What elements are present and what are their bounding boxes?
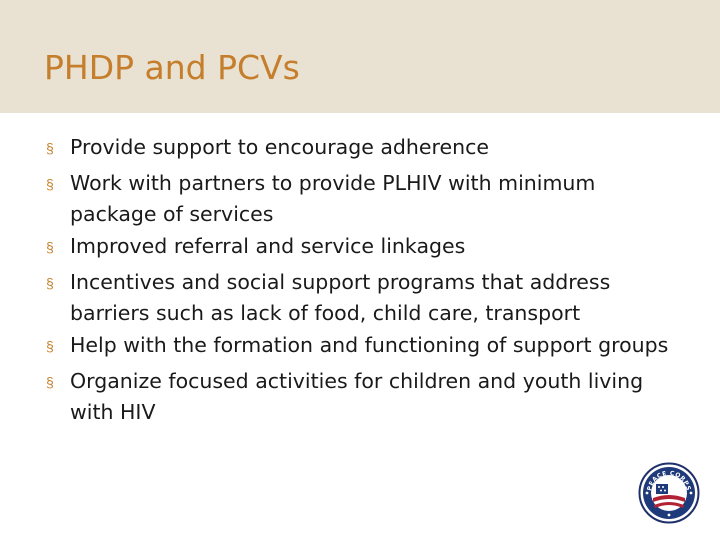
bullet-item xyxy=(46,364,686,427)
bullet-text: Provide support to encourage adherence xyxy=(70,135,489,159)
bullet-text: Incentives and social support programs that address barriers such as lack of food, child care, transport xyxy=(70,270,611,325)
bullet-item xyxy=(46,265,686,328)
bullet-marker-icon: § xyxy=(46,239,54,255)
bullet-text: Improved referral and service linkages xyxy=(70,234,466,258)
bullet-text: Help with the formation and functioning of support groups xyxy=(70,333,669,357)
bullet-text: Organize focused activities for children and youth living with HIV xyxy=(70,369,644,424)
bullet-marker-icon: § xyxy=(46,338,54,354)
bullet-marker-icon: § xyxy=(46,275,54,291)
slide-title: PHDP and PCVs xyxy=(44,48,300,87)
bullet-marker-icon: § xyxy=(46,140,54,156)
bullet-list xyxy=(46,130,686,427)
bullet-item xyxy=(46,229,686,265)
bullet-item xyxy=(46,166,686,229)
seal-text: PEACE CORPS xyxy=(646,469,692,492)
bullet-text: Work with partners to provide PLHIV with minimum package of services xyxy=(70,171,596,226)
peace-corps-seal-icon xyxy=(638,462,700,524)
bullet-item xyxy=(46,328,686,364)
bullet-marker-icon: § xyxy=(46,374,54,390)
bullet-item xyxy=(46,130,686,166)
title-bar xyxy=(0,0,720,113)
bullet-marker-icon: § xyxy=(46,176,54,192)
